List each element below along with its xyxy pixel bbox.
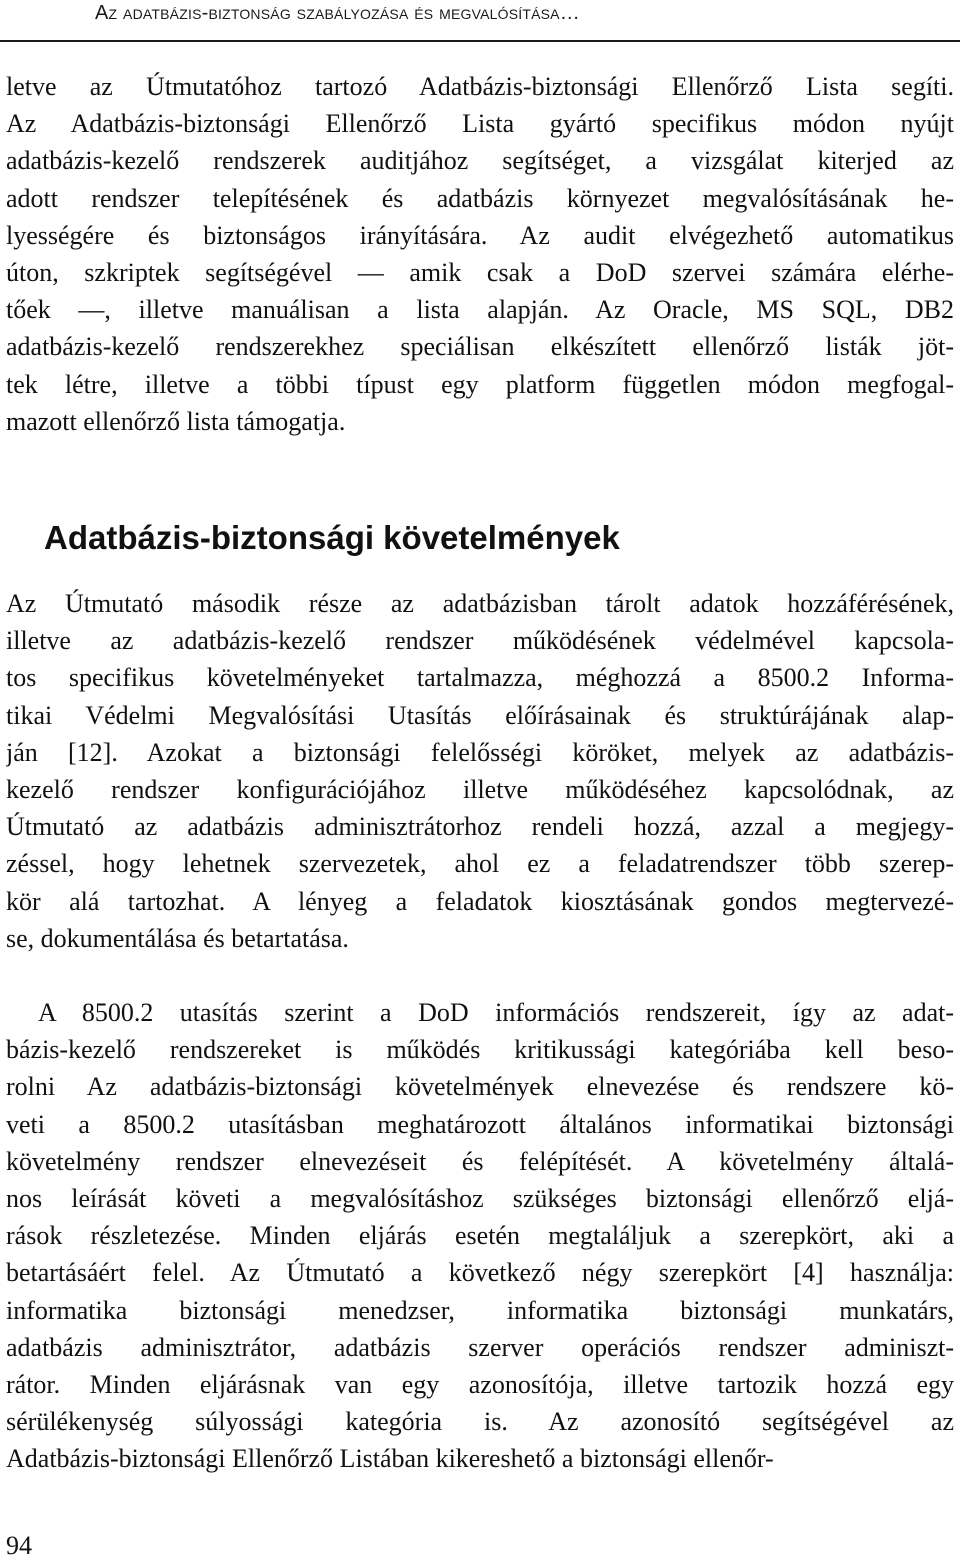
text-line: lyességére és biztonságos irányítására. Az audit elvégezhető automatikus [6, 220, 954, 250]
text-line: kezelő rendszer konfigurációjához illetve működéséhez kapcsolódnak, az [6, 775, 954, 805]
text-line: sérülékenység súlyossági kategória is. Az azonosító segítségével az [6, 1407, 954, 1437]
section-heading: Adatbázis-biztonsági követelmények [44, 519, 620, 556]
text-line: rások részletezése. Minden eljárás esetén megtaláljuk a szerepkört, aki a [6, 1221, 954, 1251]
text-line: követelmény rendszer elnevezéseit és felépítését. A követelmény általá- [6, 1146, 954, 1176]
text-line: Adatbázis-biztonsági Ellenőrző Listában kikereshető a biztonsági ellenőr- [6, 1444, 774, 1474]
text-line: rátor. Minden eljárásnak van egy azonosítója, illetve tartozik hozzá egy [6, 1370, 954, 1400]
text-line: nos leírását követi a megvalósításhoz szükséges biztonsági ellenőrző eljá- [6, 1184, 954, 1214]
text-line: tőek —, illetve manuálisan a lista alapján. Az Oracle, MS SQL, DB2 [6, 295, 954, 325]
text-line: úton, szkriptek segítségével — amik csak a DoD szervei számára elérhe- [6, 258, 954, 288]
text-line: tek létre, illetve a többi típust egy platform független módon megfogal- [6, 369, 954, 399]
text-line: ján [12]. Azokat a biztonsági felelősségi köröket, melyek az adatbázis- [6, 737, 954, 767]
text-line: rolni Az adatbázis-biztonsági követelmények elnevezése és rendszere kö- [6, 1072, 954, 1102]
text-line: bázis-kezelő rendszereket is működés kritikussági kategóriába kell beso- [6, 1035, 954, 1065]
text-line: adatbázis adminisztrátor, adatbázis szerver operációs rendszer adminiszt- [6, 1332, 954, 1362]
text-line: betartásáért felel. Az Útmutató a következő négy szerepkört [4] használja: [6, 1258, 954, 1288]
text-line: Útmutató az adatbázis adminisztrátorhoz rendeli hozzá, azzal a megjegy- [6, 812, 954, 842]
text-line: kör alá tartozhat. A lényeg a feladatok kiosztásának gondos megtervezé- [6, 886, 954, 916]
header-divider [0, 40, 960, 42]
text-line: adott rendszer telepítésének és adatbázis környezet megvalósításának he- [6, 183, 954, 213]
text-line: Az Útmutató második része az adatbázisban tárolt adatok hozzáférésének, [6, 589, 954, 618]
text-line: tikai Védelmi Megvalósítási Utasítás előírásainak és struktúrájának alap- [6, 700, 954, 730]
text-line: A 8500.2 utasítás szerint a DoD információs rendszereit, így az adat- [38, 998, 954, 1027]
text-line: adatbázis-kezelő rendszerek auditjához segítséget, a vizsgálat kiterjed az [6, 146, 954, 176]
text-line: adatbázis-kezelő rendszerekhez speciálisan elkészített ellenőrző listák jöt- [6, 332, 954, 362]
text-line: veti a 8500.2 utasításban meghatározott általános informatikai biztonsági [6, 1109, 954, 1139]
text-line: Az Adatbázis-biztonsági Ellenőrző Lista gyártó specifikus módon nyújt [6, 109, 954, 139]
text-line: illetve az adatbázis-kezelő rendszer működésének védelmével kapcsola- [6, 626, 954, 656]
text-line: letve az Útmutatóhoz tartozó Adatbázis-biztonsági Ellenőrző Lista segíti. [6, 72, 954, 101]
section-paragraph-1 [6, 585, 954, 957]
text-line: se, dokumentálása és betartatása. [6, 923, 349, 953]
paragraph-top [6, 68, 954, 440]
running-header-title: Az adatbázis-biztonság szabályozása és megvalósítása… [95, 2, 580, 24]
page-number: 94 [6, 1531, 32, 1560]
text-line: zéssel, hogy lehetnek szervezetek, ahol ez a feladatrendszer több szerep- [6, 849, 954, 879]
running-header [95, 2, 580, 25]
text-line: mazott ellenőrző lista támogatja. [6, 406, 346, 436]
text-line: tos specifikus követelményeket tartalmazza, méghozzá a 8500.2 Informa- [6, 663, 954, 693]
section-paragraph-2 [6, 994, 954, 1478]
text-line: informatika biztonsági menedzser, informatika biztonsági munkatárs, [6, 1295, 954, 1325]
